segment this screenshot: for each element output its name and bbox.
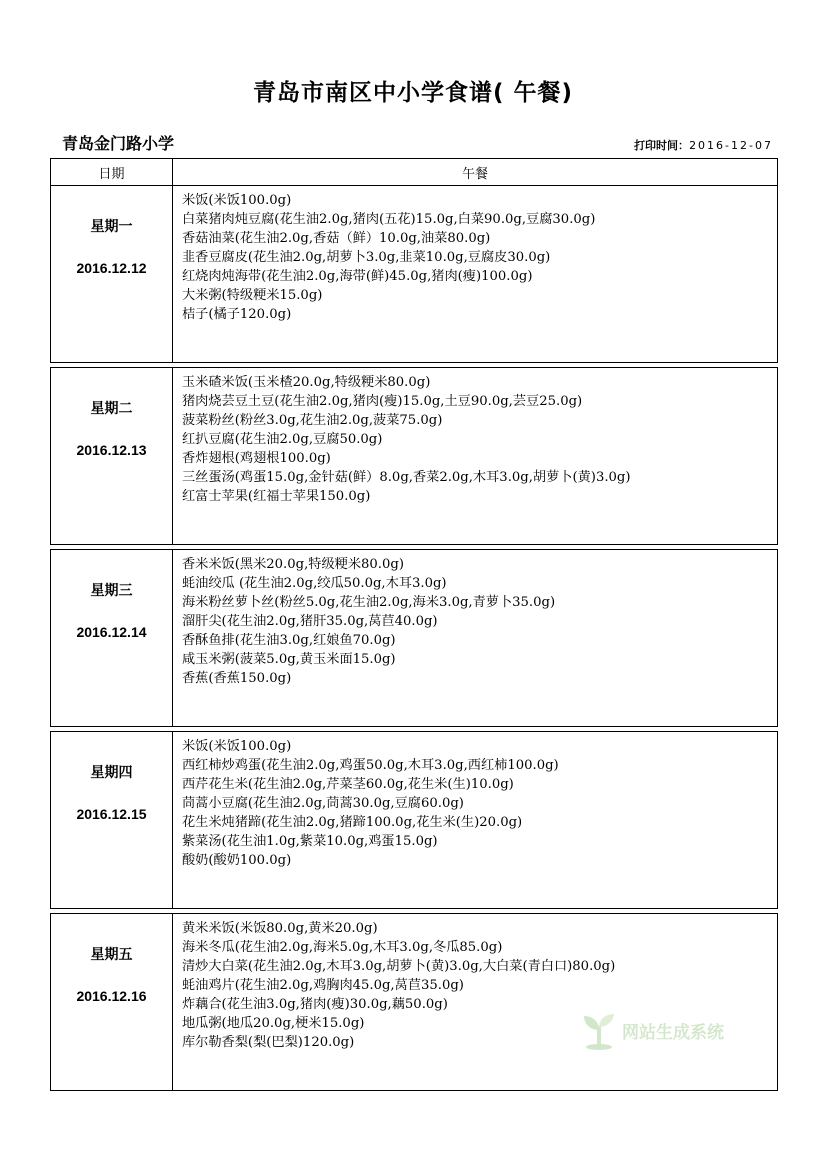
dish-item: 香炸翅根(鸡翅根100.0g) [182,451,331,466]
dish-item: 地瓜粥(地瓜20.0g,梗米15.0g) [182,1016,365,1031]
dish-item: 猪肉烧芸豆土豆(花生油2.0g,猪肉(瘦)15.0g,土豆90.0g,芸豆25.0g) [182,394,583,409]
date-label: 2016.12.13 [76,442,147,458]
lunch-cell [173,550,778,727]
sprout-logo-icon [580,1010,618,1050]
dish-item: 溜肝尖(花生油2.0g,猪肝35.0g,莴苣40.0g) [182,614,438,629]
lunch-cell [173,914,778,1091]
dish-item: 红扒豆腐(花生油2.0g,豆腐50.0g) [182,432,383,447]
dish-item: 炸藕合(花生油3.0g,猪肉(瘦)30.0g,藕50.0g) [182,997,448,1012]
page-title: 青岛市南区中小学食谱( 午餐) [252,80,574,106]
dish-item: 大米粥(特级粳米15.0g) [182,288,323,303]
lunch-cell [173,186,778,363]
print-time-label: 打印时间： [634,139,690,152]
day-row [51,186,778,363]
weekday-label: 星期四 [90,765,133,781]
dish-item: 蚝油鸡片(花生油2.0g,鸡胸肉45.0g,莴苣35.0g) [182,978,464,993]
date-label: 2016.12.12 [76,260,147,276]
watermark-text: 网站生成系统 [622,1022,724,1043]
dish-item: 库尔勒香梨(梨(巴梨)120.0g) [182,1035,355,1050]
dish-item: 白菜猪肉炖豆腐(花生油2.0g,猪肉(五花)15.0g,白菜90.0g,豆腐30.0g) [182,212,596,227]
dish-item: 桔子(橘子120.0g) [182,307,292,322]
dish-item: 香菇油菜(花生油2.0g,香菇（鲜）10.0g,油菜80.0g) [182,231,491,246]
dish-list [173,732,777,870]
dish-item: 海米冬瓜(花生油2.0g,海米5.0g,木耳3.0g,冬瓜85.0g) [182,940,503,955]
date-label: 2016.12.15 [76,806,147,822]
dish-item: 菠菜粉丝(粉丝3.0g,花生油2.0g,菠菜75.0g) [182,413,443,428]
date-cell [51,368,173,545]
day-row [51,368,778,545]
dish-item: 韭香豆腐皮(花生油2.0g,胡萝卜3.0g,韭菜10.0g,豆腐皮30.0g) [182,250,551,265]
dish-item: 香酥鱼排(花生油3.0g,红娘鱼70.0g) [182,633,396,648]
watermark [580,1010,724,1050]
dish-item: 紫菜汤(花生油1.0g,紫菜10.0g,鸡蛋15.0g) [182,834,438,849]
weekday-label: 星期一 [90,219,133,235]
lunch-cell [173,732,778,909]
weekday-label: 星期三 [90,583,133,599]
dish-item: 花生米炖猪蹄(花生油2.0g,猪蹄100.0g,花生米(生)20.0g) [182,815,523,830]
dish-item: 西红柿炒鸡蛋(花生油2.0g,鸡蛋50.0g,木耳3.0g,西红柿100.0g) [182,758,559,773]
dish-item: 米饭(米饭100.0g) [182,739,292,754]
header-date: 日期 [51,159,173,186]
header-lunch: 午餐 [173,159,778,186]
day-row [51,732,778,909]
date-cell [51,186,173,363]
school-name: 青岛金门路小学 [62,134,175,153]
menu-body [51,186,778,1091]
dish-list [173,186,777,324]
dish-item: 咸玉米粥(菠菜5.0g,黄玉米面15.0g) [182,652,396,667]
dish-item: 玉米碴米饭(玉米楂20.0g,特级粳米80.0g) [182,375,431,390]
table-header-row [51,159,778,186]
weekday-label: 星期五 [90,947,133,963]
dish-list [173,368,777,506]
dish-item: 米饭(米饭100.0g) [182,193,292,208]
date-label: 2016.12.14 [76,624,147,640]
print-time-value: 2016-12-07 [689,139,773,152]
day-row [51,550,778,727]
date-cell [51,732,173,909]
dish-item: 海米粉丝萝卜丝(粉丝5.0g,花生油2.0g,海米3.0g,青萝卜35.0g) [182,595,556,610]
dish-item: 香蕉(香蕉150.0g) [182,671,292,686]
date-cell [51,914,173,1091]
lunch-cell [173,368,778,545]
dish-item: 酸奶(酸奶100.0g) [182,853,292,868]
dish-item: 三丝蛋汤(鸡蛋15.0g,金针菇(鲜）8.0g,香菜2.0g,木耳3.0g,胡萝卜(黄)3.0g) [182,470,631,485]
dish-item: 西芹花生米(花生油2.0g,芹菜茎60.0g,花生米(生)10.0g) [182,777,514,792]
day-row [51,914,778,1091]
menu-table [50,158,778,1091]
dish-item: 红烧肉炖海带(花生油2.0g,海带(鲜)45.0g,猪肉(瘦)100.0g) [182,269,533,284]
dish-item: 清炒大白菜(花生油2.0g,木耳3.0g,胡萝卜(黄)3.0g,大白菜(青白口)80.0g) [182,959,616,974]
weekday-label: 星期二 [90,401,133,417]
dish-item: 蚝油绞瓜 (花生油2.0g,绞瓜50.0g,木耳3.0g) [182,576,447,591]
dish-item: 红富士苹果(红福士苹果150.0g) [182,489,371,504]
print-time [634,137,773,153]
dish-item: 茼蒿小豆腐(花生油2.0g,茼蒿30.0g,豆腐60.0g) [182,796,464,811]
date-cell [51,550,173,727]
dish-list [173,550,777,688]
date-label: 2016.12.16 [76,988,147,1004]
dish-item: 香米米饭(黑米20.0g,特级粳米80.0g) [182,557,404,572]
dish-item: 黄米米饭(米饭80.0g,黄米20.0g) [182,921,378,936]
